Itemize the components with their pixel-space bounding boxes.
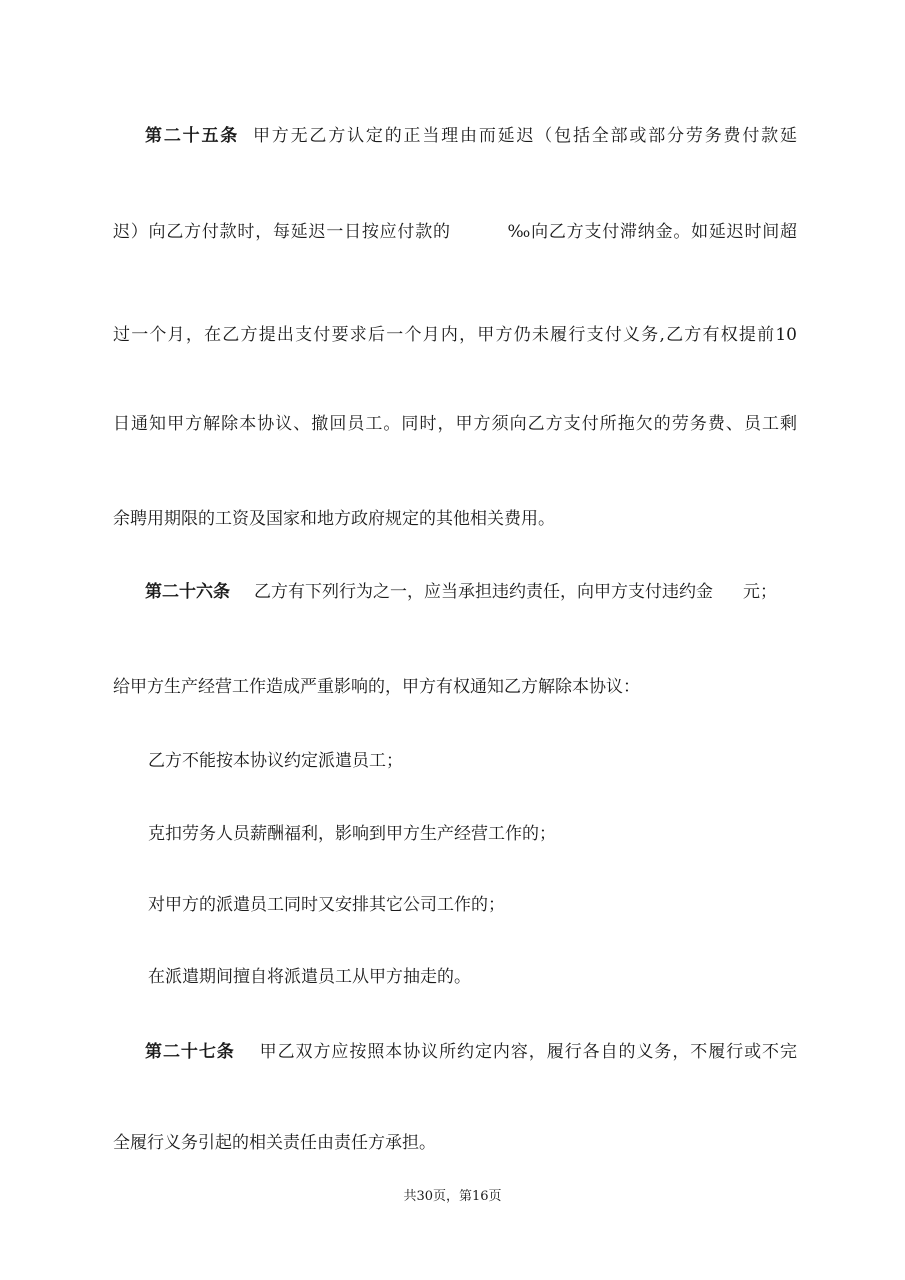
article-25-text-3: 过一个月，在乙方提出支付要求后一个月内，甲方仍未履行支付义务,乙方有权提前10 [113,325,797,345]
article-25-text-2a: 迟）向乙方付款时，每延迟一日按应付款的 [113,222,451,242]
article-25-text-2b: ‰向乙方支付滞纳金。如延迟时间超 [506,222,797,242]
article-26-line-2 [113,675,797,699]
article-27-text-2: 全履行义务引起的相关责任由责任方承担。 [113,1133,436,1153]
article-27-title: 第二十七条 [145,1042,235,1062]
article-25-line-5 [113,507,797,531]
article-25-line-4 [113,412,797,436]
article-25-line-3 [113,323,797,347]
article-26-title: 第二十六条 [145,582,230,602]
article-27-line-1 [145,1040,797,1064]
list-item: 乙方不能按本协议约定派遣员工； [148,751,403,771]
article-25-line-1 [145,124,797,148]
article-26-line-1 [145,580,797,604]
article-26-text-1b: 元； [743,582,777,602]
list-item: 克扣劳务人员薪酬福利，影响到甲方生产经营工作的； [148,824,556,844]
article-25-text-5: 余聘用期限的工资及国家和地方政府规定的其他相关费用。 [113,509,555,529]
article-25-text-1: 甲方无乙方认定的正当理由而延迟（包括全部或部分劳务费付款延 [251,126,797,146]
article-25-text-4: 日通知甲方解除本协议、撤回员工。同时，甲方须向乙方支付所拖欠的劳务费、员工剩 [113,414,797,434]
page-footer [0,1188,905,1206]
page-number: 共30页，第16页 [403,1189,502,1204]
list-item: 对甲方的派遣员工同时又安排其它公司工作的； [148,895,505,915]
article-25-line-2 [113,220,797,244]
list-item: 在派遣期间擅自将派遣员工从甲方抽走的。 [148,967,471,987]
article-27-line-2 [113,1131,797,1155]
article-26-text-1a: 乙方有下列行为之一，应当承担违约责任，向甲方支付违约金 [254,582,713,602]
article-26-text-2: 给甲方生产经营工作造成严重影响的，甲方有权通知乙方解除本协议： [113,677,640,697]
article-27-text-1: 甲乙双方应按照本协议所约定内容，履行各自的义务，不履行或不完 [258,1042,797,1062]
article-25-title: 第二十五条 [145,126,240,146]
